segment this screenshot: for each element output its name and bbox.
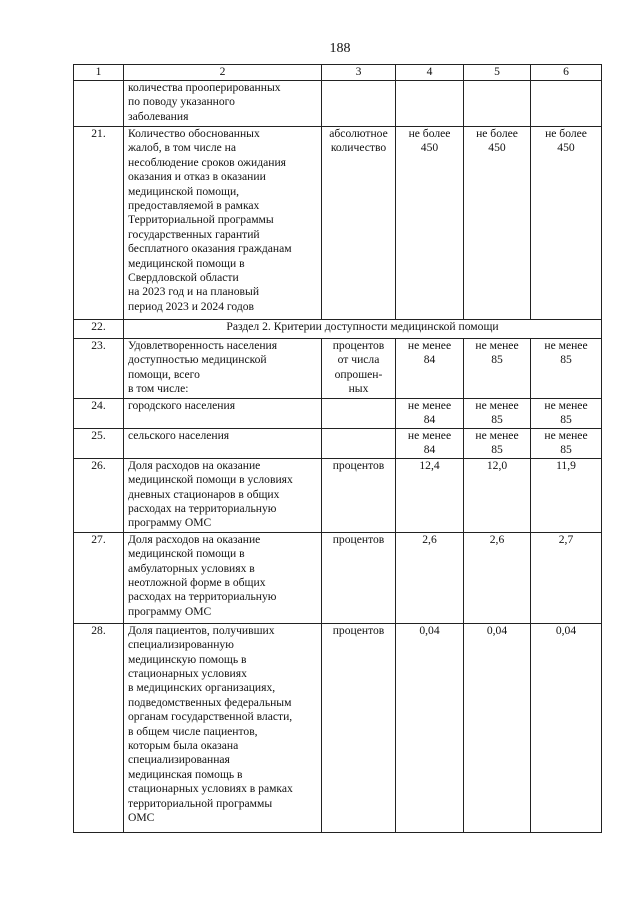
unit-cell [322, 399, 396, 429]
value-cell [531, 81, 602, 127]
value-cell: не более 450 [396, 127, 464, 320]
criterion-text: Доля расходов на оказание медицинской помощи в условиях дневных стационаров в общих расходах на территориальную программу ОМС [124, 458, 322, 532]
table-row [74, 399, 602, 429]
unit-cell: процентов [322, 623, 396, 832]
table-row [74, 127, 602, 320]
criterion-text: Доля расходов на оказание медицинской помощи в амбулаторных условиях в неотложной форме в общих расходах на территориальную программу ОМС [124, 532, 322, 623]
criterion-text: сельского населения [124, 428, 322, 458]
unit-cell [322, 428, 396, 458]
page-number: 188 [329, 41, 351, 56]
unit-cell: процентов [322, 532, 396, 623]
value-cell [396, 81, 464, 127]
value-cell: 12,0 [464, 458, 531, 532]
row-number: 21. [74, 127, 124, 320]
unit-cell: процентов от числа опрошен- ных [322, 339, 396, 399]
row-number: 24. [74, 399, 124, 429]
unit-cell: абсолютное количество [322, 127, 396, 320]
table-row [74, 458, 602, 532]
section-title: Раздел 2. Критерии доступности медицинской помощи [124, 320, 602, 339]
value-cell: не менее 85 [531, 399, 602, 429]
value-cell: 2,6 [396, 532, 464, 623]
row-number: 27. [74, 532, 124, 623]
criterion-text: количества прооперированных по поводу указанного заболевания [124, 81, 322, 127]
value-cell: не менее 84 [396, 428, 464, 458]
value-cell: 0,04 [464, 623, 531, 832]
value-cell: не менее 84 [396, 399, 464, 429]
value-cell [464, 81, 531, 127]
unit-cell [322, 81, 396, 127]
value-cell: не более 450 [464, 127, 531, 320]
criterion-text: Доля пациентов, получивших специализированную медицинскую помощь в стационарных условиях в медицинских организациях, подведомственных федеральным органам государственной власти, в общем числе пациентов, которым была оказана специализированная медицинская помощь в стационарных условиях в рамках территориальной программы ОМС [124, 623, 322, 832]
value-cell: не менее 85 [464, 399, 531, 429]
value-cell: не более 450 [531, 127, 602, 320]
value-cell: не менее 85 [531, 339, 602, 399]
row-number: 22. [74, 320, 124, 339]
criterion-text: Удовлетворенность населения доступностью медицинской помощи, всего в том числе: [124, 339, 322, 399]
value-cell: 2,6 [464, 532, 531, 623]
table-row [74, 532, 602, 623]
criterion-text: Количество обоснованных жалоб, в том числе на несоблюдение сроков ожидания оказания и отказ в оказании медицинской помощи, предоставляемой в рамках Территориальной программы государственных гарантий бесплатного оказания гражданам медицинской помощи в Свердловской области на 2023 год и на плановый период 2023 и 2024 годов [124, 127, 322, 320]
row-number: 23. [74, 339, 124, 399]
value-cell: не менее 85 [531, 428, 602, 458]
row-number [74, 81, 124, 127]
criterion-text: городского населения [124, 399, 322, 429]
table-row [74, 81, 602, 127]
header-cell: 2 [124, 65, 322, 81]
table-row [74, 623, 602, 832]
table-row [74, 428, 602, 458]
value-cell: 11,9 [531, 458, 602, 532]
header-cell: 6 [531, 65, 602, 81]
header-cell: 3 [322, 65, 396, 81]
value-cell: 0,04 [396, 623, 464, 832]
row-number: 26. [74, 458, 124, 532]
value-cell: 2,7 [531, 532, 602, 623]
row-number: 25. [74, 428, 124, 458]
row-number: 28. [74, 623, 124, 832]
value-cell: 0,04 [531, 623, 602, 832]
section-row [74, 320, 602, 339]
value-cell: не менее 85 [464, 339, 531, 399]
table-row [74, 339, 602, 399]
value-cell: не менее 85 [464, 428, 531, 458]
header-cell: 4 [396, 65, 464, 81]
criteria-table [73, 64, 602, 833]
header-cell: 1 [74, 65, 124, 81]
header-cell: 5 [464, 65, 531, 81]
value-cell: не менее 84 [396, 339, 464, 399]
unit-cell: процентов [322, 458, 396, 532]
value-cell: 12,4 [396, 458, 464, 532]
table-header-row [74, 65, 602, 81]
